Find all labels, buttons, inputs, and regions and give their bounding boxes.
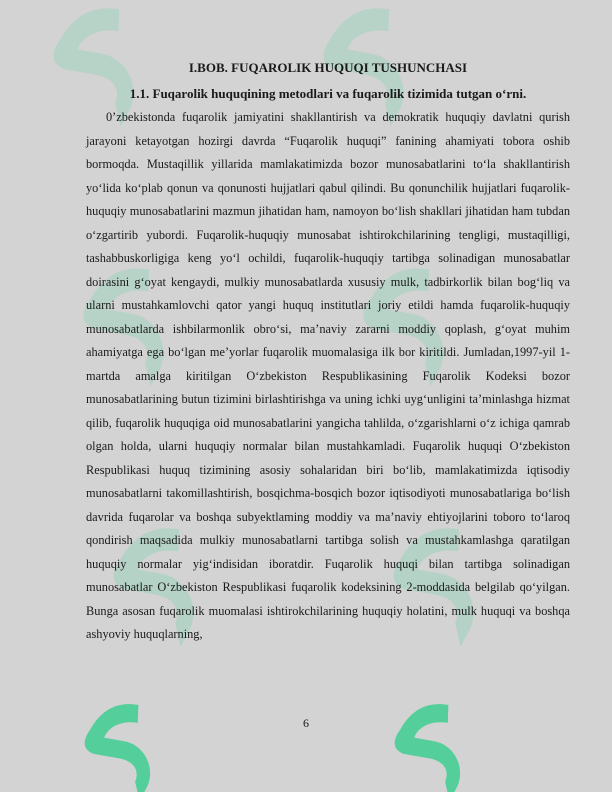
body-paragraph: 0’zbekistonda fuqarolik jamiyatini shakllantirish va demokratik huquqiy davlatni qurish jarayoni ketayotgan hozirgi davrda “Fuqarolik huquqi” fanining ahamiyati tobora oshib bormoqda. Mustaqillik yillarida mamlakatimizda bozor munosabatlarini toʻla shakllantirish yoʻlida koʻplab qonun va qonunosti hujjatlari qabul qilindi. Bu qonunchilik hujjatlari fuqarolik-huquqiy munosabatlarini mazmun jihatidan ham, namoyon boʻlish shakllari jihatidan ham tubdan oʻzgartirib yubordi. Fuqarolik-huquqiy munosabat ishtirokchilarining tengligi, mustaqilligi, tashabbuskorligiga keng yoʻl ochildi, fuqarolik-huquqiy tartibga solinadigan munosabatlar doirasini gʻoyat kengaydi, mulkiy munosabatlarda xususiy mulk, tadbirkorlik bilan bogʻliq va ularni mustahkamlovchi qator yangi huquq institutlari joriy etildi hamda fuqarolik-huquqiy munosabatlarda ishbilarmonlik obroʻsi, maʼnaviy zararni moddiy qoplash, gʻoyat muhim ahamiyatga ega boʻlgan meʼyorlar fuqarolik muomalasiga ilk bor kiritildi. Jumladan,1997-yil 1-martda amalga kiritilgan Oʻzbekiston Respublikasining Fuqarolik Kodeksi bozor munosabatlarining butun tizimini birlashtirishga va uning ichki uygʻunligini taʼminlashga hizmat qilib, fuqarolik huquqiga oid munosabatlarini yangicha tahlilda, oʻzgarishlarni oʻz ichiga qamrab olgan holda, ularni huquqiy normalar bilan mustahkamladi. Fuqarolik huquqi Oʻzbekiston Respublikasi huquq tizimining asosiy sohalaridan biri boʻlib, mamlakatimizda iqtisodiy munosabatlarni takomillashtirish, bosqichma-bosqich bozor iqtisodiyoti munosabatlariga boʻlish davrida fuqarolar va boshqa subyektlaming moddiy va maʼnaviy ehtiyojlarini toboro toʻlaroq qondirish maqsadida mulkiy munosabatlarni tartibga solish va mustahkamlashga qaratilgan huquqiy normalar yigʻindisidan iboratdir. Fuqarolik huquqi bilan tartibga solinadigan munosabatlar Oʻzbekiston Respublikasi fuqarolik kodeksining 2-moddasida belgilab qoʻyilgan. Bunga asosan fuqarolik muomalasi ishtirokchilarining huquqiy holatini, mulk huquqi va boshqa ashyoviy huquqlarning, [86, 110, 570, 641]
page-number: 6 [303, 716, 309, 730]
document-page [86, 60, 570, 647]
watermark-logo [75, 694, 184, 792]
section-title: 1.1. Fuqarolik huquqining metodlari va fuqarolik tizimida tutgan oʻrni. [129, 86, 527, 101]
watermark-logo [385, 694, 494, 792]
chapter-title: I.BOB. FUQAROLIK HUQUQI TUSHUNCHASI [188, 60, 468, 75]
